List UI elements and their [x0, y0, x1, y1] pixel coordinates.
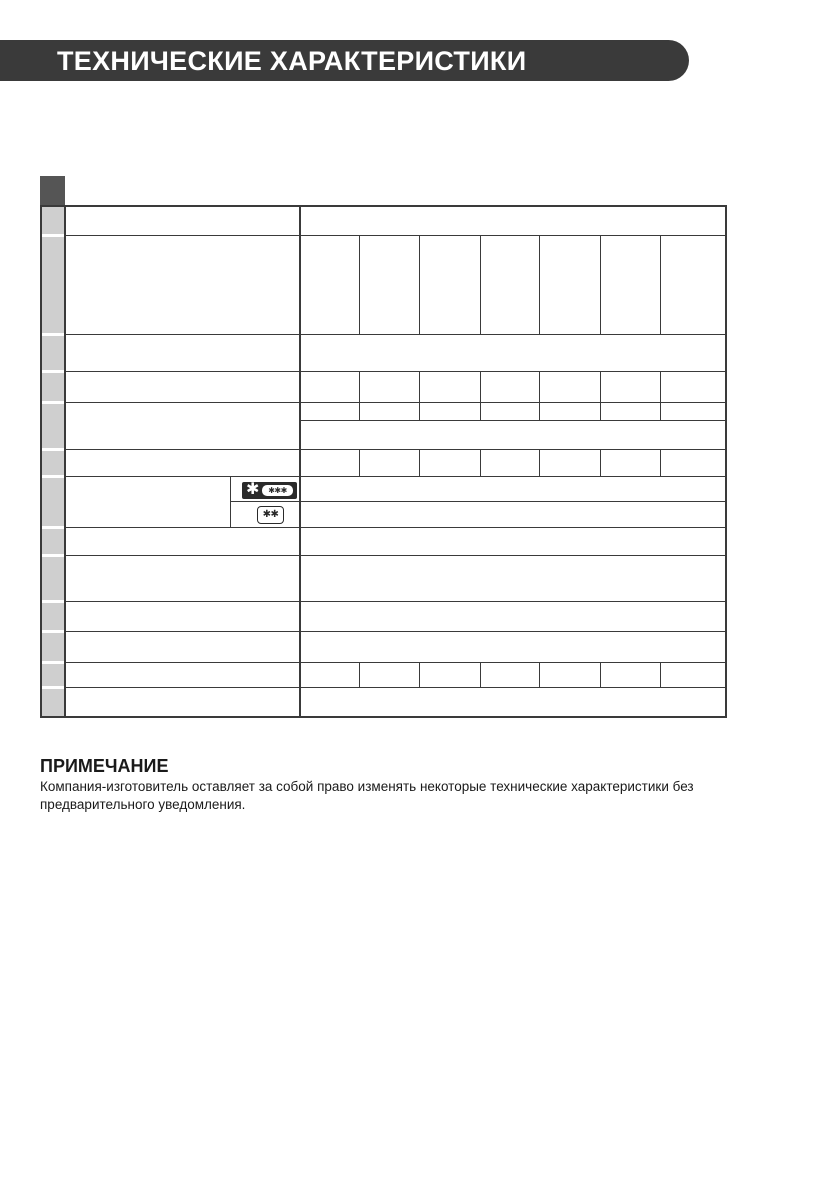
snowflake-icon: ✱: [246, 481, 260, 498]
model-column-divider: [480, 372, 481, 402]
row-line: [65, 601, 726, 602]
row-line: [65, 631, 726, 632]
row-line: [65, 235, 726, 236]
page-title: ТЕХНИЧЕСКИЕ ХАРАКТЕРИСТИКИ: [57, 46, 527, 76]
model-column-divider: [660, 663, 661, 687]
index-column-edge: [64, 205, 66, 718]
row-line: [65, 527, 726, 528]
icon-column-divider: [230, 477, 231, 527]
two-star-icon: ✱✱: [262, 509, 279, 520]
note-title: ПРИМЕЧАНИЕ: [40, 756, 169, 776]
model-column-divider: [660, 403, 661, 420]
title-bar: [0, 40, 689, 81]
model-column-divider: [419, 372, 420, 402]
model-column-divider: [359, 236, 360, 334]
model-column-divider: [480, 236, 481, 334]
model-column-divider: [480, 663, 481, 687]
row-subline: [300, 420, 726, 421]
model-column-divider: [359, 663, 360, 687]
model-column-divider: [600, 450, 601, 476]
model-column-divider: [359, 450, 360, 476]
model-column-divider: [600, 372, 601, 402]
model-column-divider: [539, 236, 540, 334]
model-column-divider: [660, 372, 661, 402]
table-header-tab: [40, 176, 65, 205]
three-star-icon: ✱✱✱: [262, 485, 293, 496]
row-line: [65, 662, 726, 663]
model-column-divider: [600, 236, 601, 334]
row-line: [65, 402, 726, 403]
freezer-compartment-icon: [242, 482, 297, 499]
model-column-divider: [539, 372, 540, 402]
spec-table-frame: [40, 205, 727, 718]
row-line: [65, 687, 726, 688]
model-column-divider: [419, 236, 420, 334]
model-column-divider: [660, 450, 661, 476]
two-star-compartment-icon: [257, 506, 284, 524]
model-column-divider: [419, 663, 420, 687]
model-column-divider: [539, 450, 540, 476]
model-column-divider: [660, 236, 661, 334]
row-line: [65, 334, 726, 335]
model-column-divider: [359, 403, 360, 420]
row-line: [65, 476, 726, 477]
row-line: [65, 555, 726, 556]
model-column-divider: [419, 450, 420, 476]
row-line: [65, 449, 726, 450]
label-value-divider: [299, 205, 301, 718]
model-column-divider: [600, 663, 601, 687]
note-text: Компания-изготовитель оставляет за собой право изменять некоторые технические характеристики без предварительного уведомления.: [40, 779, 694, 812]
model-column-divider: [359, 372, 360, 402]
model-column-divider: [539, 663, 540, 687]
row-line: [65, 371, 726, 372]
model-column-divider: [480, 403, 481, 420]
model-column-divider: [480, 450, 481, 476]
row-subline: [230, 501, 726, 502]
model-column-divider: [600, 403, 601, 420]
model-column-divider: [419, 403, 420, 420]
model-column-divider: [539, 403, 540, 420]
